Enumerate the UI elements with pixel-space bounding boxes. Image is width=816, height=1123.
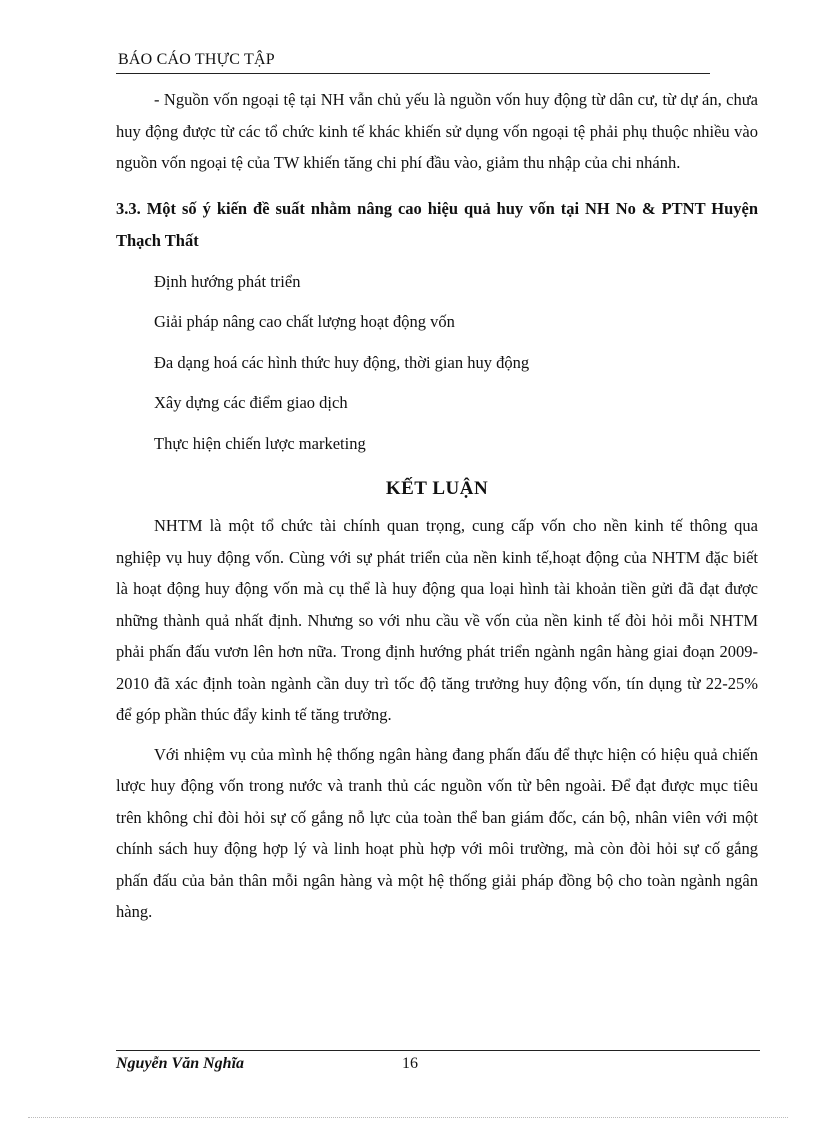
list-item: Giải pháp nâng cao chất lượng hoạt động vốn [154, 312, 455, 331]
header-title: BÁO CÁO THỰC TẬP [118, 51, 275, 68]
list-item: Đa dạng hoá các hình thức huy động, thời gian huy động [154, 352, 530, 372]
conclusion-paragraph-2: Với nhiệm vụ của mình hệ thống ngân hàng đang phấn đấu để thực hiện có hiệu quả chiến lược huy động vốn trong nước và tranh thủ các nguồn vốn từ bên ngoài. Để đạt được mục tiêu trên không chỉ đòi hỏi sự cố gắng nỗ lực của toàn thể ban giám đốc, cán bộ, nhân viên với một chính sách huy động hợp lý và linh hoạt phù hợp với môi trường, mà còn đòi hỏi sự cố gắng phấn đấu của bản thân mỗi ngân hàng và một hệ thống giải pháp đồng bộ cho toàn ngành ngân hàng. [116, 744, 758, 921]
list-item: Xây dựng các điểm giao dịch [154, 393, 348, 412]
page-bottom-border [28, 1117, 788, 1118]
list-item: Định hướng phát triển [154, 271, 301, 291]
section-heading: 3.3. Một số ý kiến đề suất nhằm nâng cao hiệu quả huy vốn tại NH No & PTNT Huyện Thạch Thất [116, 198, 758, 250]
page-content [116, 84, 758, 928]
conclusion-title: KẾT LUẬN [385, 478, 489, 499]
footer-divider [116, 1050, 760, 1051]
page-header [116, 49, 710, 74]
page-number: 16 [402, 1055, 418, 1072]
paragraph-gap [116, 731, 758, 739]
conclusion-paragraph-1: NHTM là một tổ chức tài chính quan trọng, cung cấp vốn cho nền kinh tế thông qua nghiệp vụ huy động vốn. Cùng với sự phát triển của nền kinh tế,hoạt động của NHTM đặc biết là hoạt động huy động vốn mà cụ thể là huy động qua loại hình tài khoản tiền gửi đã đạt được những thành quả nhất định. Nhưng so với nhu cầu về vốn của nền kinh tế đòi hỏi mỗi NHTM phải phấn đấu vươn lên hơn nữa. Trong định hướng phát triển ngành ngân hàng giai đoạn 2009-2010 đã xác định toàn ngành cần duy trì tốc độ tăng trưởng huy động vốn, tín dụng từ 22-25% để góp phần thúc đẩy kinh tế tăng trưởng. [116, 516, 758, 724]
footer-author: Nguyễn Văn Nghĩa [116, 1055, 245, 1072]
list-item: Thực hiện chiến lược marketing [154, 433, 366, 453]
intro-paragraph: - Nguồn vốn ngoại tệ tại NH vẫn chủ yếu là nguồn vốn huy động từ dân cư, từ dự án, chưa huy động được từ các tổ chức kinh tế khác khiến sử dụng vốn ngoại tệ phải phụ thuộc nhiều vào nguồn vốn ngoại tệ của TW khiến tăng chi phí đầu vào, giảm thu nhập của chi nhánh. [116, 90, 758, 172]
proposal-list [116, 262, 758, 465]
